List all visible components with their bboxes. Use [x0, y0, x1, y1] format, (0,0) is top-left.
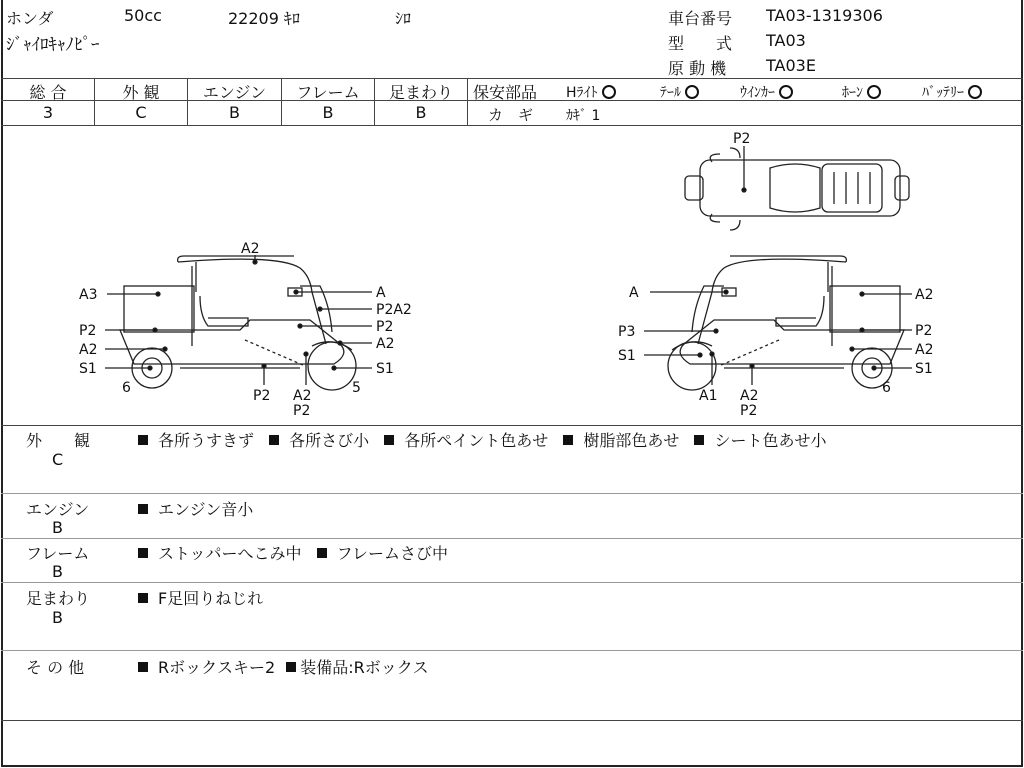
- body-color: ｼﾛ: [395, 9, 412, 28]
- maker: ホンダ: [6, 9, 54, 28]
- damage-label: S1: [915, 361, 933, 377]
- notes-exterior-items: [138, 428, 826, 451]
- safety-item-horn: ﾎｰﾝ: [842, 82, 881, 102]
- notes-suspension-grade: B: [52, 608, 63, 627]
- key-value: ｶｷﾞ 1: [566, 108, 601, 124]
- damage-label: A2: [376, 336, 395, 352]
- engine-type-label: 原 動 機: [668, 59, 727, 78]
- type-value: TA03: [766, 31, 806, 50]
- divider: [1, 425, 1023, 426]
- note-item: 各所うすきず: [158, 431, 255, 450]
- grade-overall-value: 3: [42, 103, 54, 122]
- notes-exterior-label: 外 観: [26, 431, 91, 450]
- note-item: 各所さび小: [289, 431, 370, 450]
- grade-overall-label: 総 合: [29, 83, 67, 102]
- notes-engine-items: [138, 497, 253, 520]
- note-item: エンジン音小: [158, 500, 254, 519]
- key-label: カ ギ: [488, 106, 534, 124]
- notes-other-label: そ の 他: [26, 658, 85, 677]
- right-side-scooter: [644, 256, 912, 390]
- damage-label: A2: [740, 388, 759, 404]
- bullet-square-icon: [286, 662, 296, 672]
- left-side-scooter: [105, 255, 372, 390]
- bullet-square-icon: [138, 662, 148, 672]
- grade-engine-value: B: [229, 103, 240, 122]
- damage-label: P2: [915, 323, 933, 339]
- damage-label: P3: [618, 324, 636, 340]
- bullet-square-icon: [694, 435, 704, 445]
- damage-label: A1: [699, 388, 718, 404]
- damage-label: A3: [79, 287, 98, 303]
- bullet-square-icon: [317, 548, 327, 558]
- damage-label: P2A2: [376, 302, 412, 318]
- grade-suspension-value: B: [415, 103, 427, 122]
- damage-label: S1: [376, 361, 394, 377]
- top-view-scooter: [685, 146, 909, 230]
- damage-label: 6: [882, 380, 891, 396]
- bullet-square-icon: [138, 548, 148, 558]
- damage-label: 5: [352, 380, 361, 396]
- note-item: シート色あせ小: [714, 431, 827, 450]
- damage-label: P2: [79, 323, 97, 339]
- divider: [1, 582, 1023, 583]
- divider: [1, 493, 1023, 494]
- note-item: フレームさび中: [336, 544, 448, 563]
- notes-suspension-label: 足まわり: [26, 589, 91, 608]
- note-item: ストッパーへこみ中: [158, 544, 302, 563]
- safety-item-battery: ﾊﾞｯﾃﾘｰ: [922, 82, 982, 102]
- bullet-square-icon: [269, 435, 279, 445]
- divider: [1, 720, 1023, 721]
- note-item: 各所ペイント色あせ: [404, 431, 549, 450]
- grade-exterior-value: C: [135, 103, 147, 122]
- type-label: 型 式: [668, 34, 733, 53]
- damage-label: A: [376, 285, 386, 301]
- damage-label: S1: [618, 348, 636, 364]
- notes-exterior-grade: C: [52, 450, 64, 469]
- safety-item-headlight: Hﾗｲﾄ: [566, 82, 616, 102]
- note-item: 樹脂部色あせ: [583, 431, 680, 450]
- note-item: 装備品:Rボックス: [300, 658, 429, 677]
- damage-label: P2: [740, 403, 758, 419]
- grade-engine-label: エンジン: [202, 83, 267, 102]
- damage-label: 6: [122, 380, 131, 396]
- safety-parts-label: 保安部品: [473, 83, 538, 102]
- notes-frame-grade: B: [52, 562, 63, 581]
- grade-frame-label: フレーム: [296, 83, 360, 102]
- engine-type-value: TA03E: [766, 56, 816, 75]
- notes-frame-label: フレーム: [26, 544, 90, 563]
- divider: [1, 538, 1023, 539]
- notes-frame-items: [138, 541, 448, 564]
- grade-frame-value: B: [322, 103, 334, 122]
- damage-label: A2: [915, 287, 934, 303]
- damage-label: S1: [79, 361, 97, 377]
- grade-suspension-label: 足まわり: [388, 83, 453, 102]
- displacement: 50cc: [124, 6, 162, 25]
- notes-engine-label: エンジン: [26, 500, 90, 519]
- damage-label: A: [629, 285, 639, 301]
- grade-exterior-label: 外 観: [122, 83, 160, 102]
- damage-label: A2: [915, 342, 934, 358]
- note-item: F足回りねじれ: [158, 589, 264, 608]
- bullet-square-icon: [138, 504, 148, 514]
- bullet-square-icon: [384, 435, 394, 445]
- damage-label: P2: [733, 131, 751, 147]
- frame-number-label: 車台番号: [668, 9, 733, 28]
- mileage: 22209 ｷﾛ: [228, 9, 300, 28]
- damage-label: P2: [293, 403, 311, 419]
- bullet-square-icon: [138, 593, 148, 603]
- notes-suspension-items: [138, 586, 263, 609]
- notes-engine-grade: B: [52, 518, 63, 537]
- damage-label: A2: [293, 388, 312, 404]
- damage-label: P2: [253, 388, 271, 404]
- safety-item-taillight: ﾃｰﾙ: [660, 82, 699, 102]
- divider: [1, 650, 1023, 651]
- damage-label: P2: [376, 319, 394, 335]
- safety-item-winker: ｳｲﾝｶｰ: [740, 82, 793, 102]
- damage-label: A2: [79, 342, 98, 358]
- notes-other-items: [138, 655, 429, 678]
- bullet-square-icon: [138, 435, 148, 445]
- note-item: Rボックスキー2: [158, 658, 276, 677]
- model-name: ｼﾞｬｲﾛｷｬﾉﾋﾟｰ: [6, 35, 100, 55]
- frame-number-value: TA03-1319306: [766, 6, 883, 25]
- damage-label: A2: [241, 241, 260, 257]
- bullet-square-icon: [563, 435, 573, 445]
